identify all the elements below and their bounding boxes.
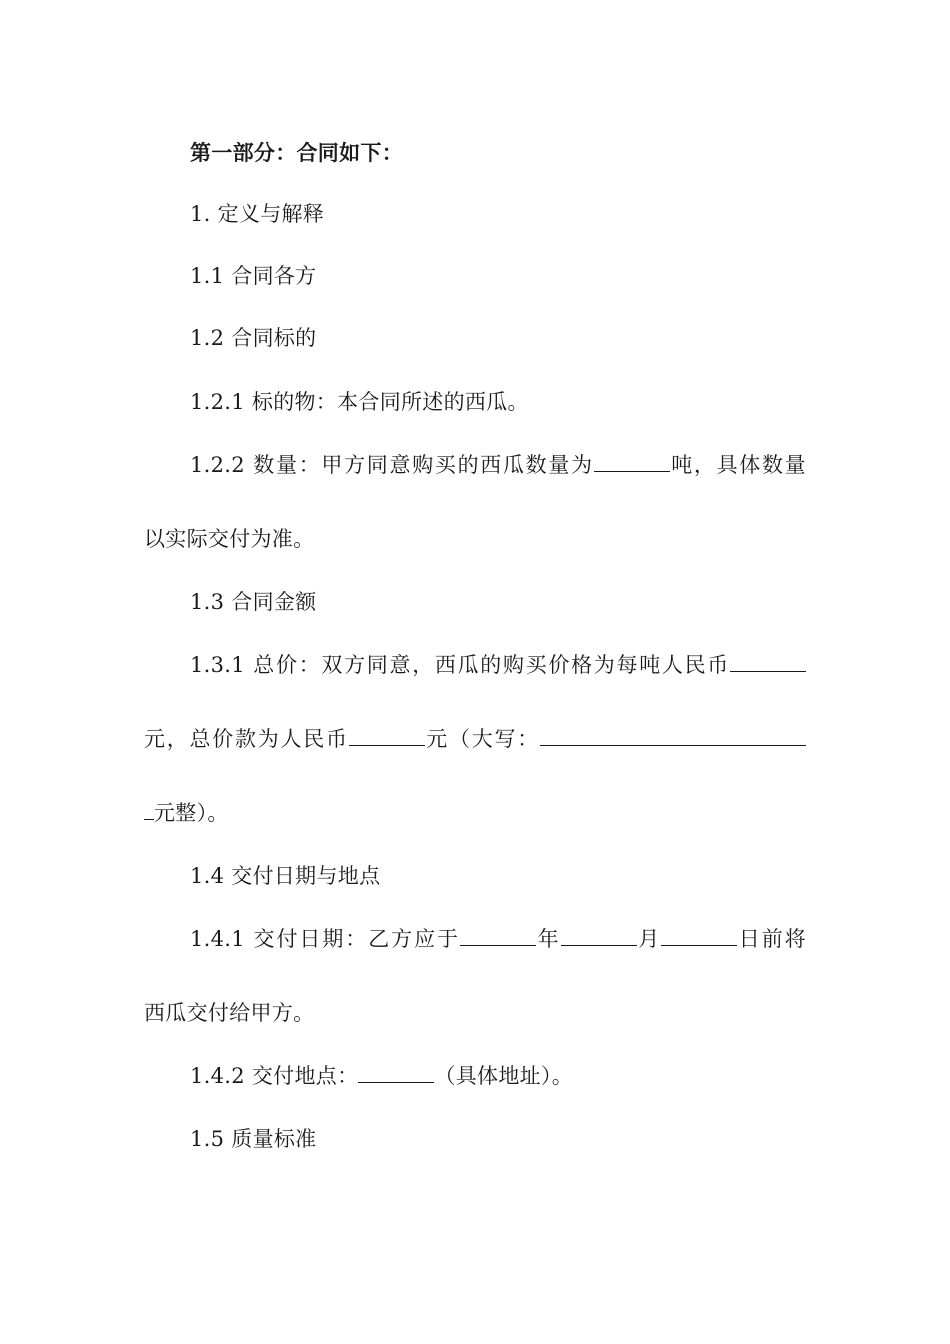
address-blank <box>358 1062 434 1083</box>
clause-1: 1. 定义与解释 <box>190 202 325 226</box>
amount-in-words-blank-cont <box>144 799 154 820</box>
clause-1-4-2-text-a: 1.4.2 交付地点： <box>190 1064 359 1088</box>
clause-1-2-2-line2: 以实际交付为准。 <box>144 527 315 551</box>
clause-1-2-2-line1 <box>144 450 806 480</box>
clause-1-3-1-line2 <box>144 724 806 754</box>
clause-1-4-1-month: 月 <box>636 927 662 951</box>
clause-1-2-1: 1.2.1 标的物：本合同所述的西瓜。 <box>190 390 529 414</box>
month-blank <box>561 925 637 946</box>
clause-1-4-1-day: 日前将 <box>737 927 806 951</box>
clause-1-3-1-text-d: 元整）。 <box>154 801 229 825</box>
clause-1-2-2-text-b: 吨，具体数量 <box>669 453 806 477</box>
clause-1-3-1-line3 <box>144 798 806 828</box>
clause-1-4-2 <box>144 1061 806 1091</box>
clause-1-3-1-text-b: 元，总价款为人民币 <box>144 727 349 751</box>
section-title: 第一部分：合同如下： <box>190 140 403 165</box>
clause-1-2-2-text-a: 1.2.2 数量：甲方同意购买的西瓜数量为 <box>190 453 594 477</box>
unit-price-blank <box>730 651 806 672</box>
clause-1-4-1-year: 年 <box>536 927 561 951</box>
clause-1-4-2-text-b: （具体地址）。 <box>434 1064 574 1088</box>
quantity-blank <box>594 451 670 472</box>
clause-1-4-1-line1 <box>144 924 806 954</box>
total-price-blank <box>349 725 425 746</box>
clause-1-4: 1.4 交付日期与地点 <box>190 864 381 888</box>
clause-1-5: 1.5 质量标准 <box>190 1127 317 1151</box>
clause-1-3-1-text-a: 1.3.1 总价：双方同意，西瓜的购买价格为每吨人民币 <box>190 653 730 677</box>
clause-1-2: 1.2 合同标的 <box>190 326 317 350</box>
day-blank <box>661 925 737 946</box>
clause-1-4-1-line2: 西瓜交付给甲方。 <box>144 1001 315 1025</box>
clause-1-3: 1.3 合同金额 <box>190 590 317 614</box>
year-blank <box>460 925 536 946</box>
clause-1-3-1-text-c: 元（大写： <box>424 727 540 751</box>
clause-1-3-1-line1 <box>144 650 806 680</box>
clause-1-1: 1.1 合同各方 <box>190 264 317 288</box>
clause-1-4-1-text-a: 1.4.1 交付日期：乙方应于 <box>190 927 460 951</box>
amount-in-words-blank <box>540 725 806 746</box>
